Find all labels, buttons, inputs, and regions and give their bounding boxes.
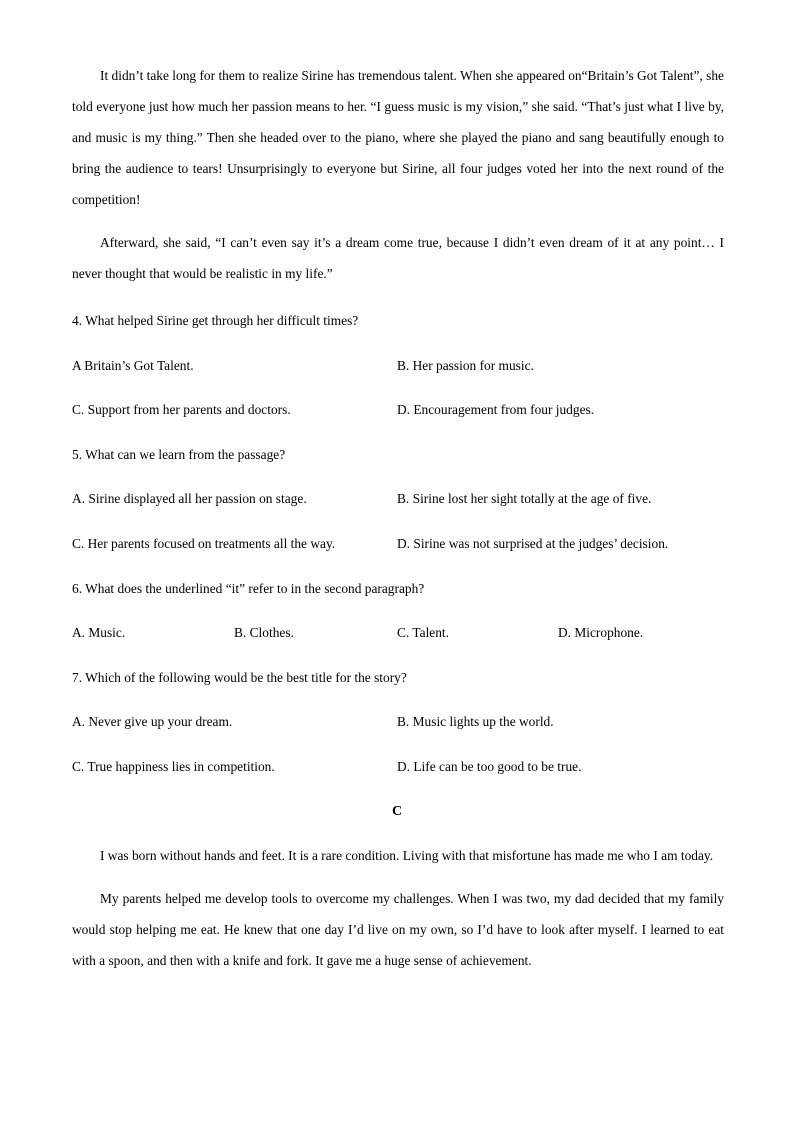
question-6-option-c: C. Talent. xyxy=(397,625,449,640)
question-6-option-a: A. Music. xyxy=(72,625,126,640)
question-5-option-b: B. Sirine lost her sight totally at the age of five. xyxy=(397,491,652,506)
question-7-option-b: B. Music lights up the world. xyxy=(397,714,554,729)
question-6-option-b: B. Clothes. xyxy=(234,625,294,640)
question-4-option-d: D. Encouragement from four judges. xyxy=(397,402,595,417)
passage-b xyxy=(72,60,724,289)
question-4-option-c: C. Support from her parents and doctors. xyxy=(72,402,291,417)
question-7-stem: 7. Which of the following would be the best title for the story? xyxy=(72,670,407,685)
section-c-heading: C xyxy=(391,804,403,819)
passage-paragraph-1: It didn’t take long for them to realize Sirine has tremendous talent. When she appeared on“Britain’s Got Talent”, she told everyone just how much her passion means to her. “I guess music is my vision,” she said. “That’s just what I live by, and music is my thing.” Then she headed over to the piano, where she played the piano and sang beautifully enough to bring the audience to tears! Unsurprisingly to everyone but Sirine, all four judges voted her into the next round of the competition! xyxy=(72,68,724,207)
passage-paragraph-2: Afterward, she said, “I can’t even say it’s a dream come true, because I didn’t even dream of it at any point… I never thought that would be realistic in my life.” xyxy=(72,235,724,281)
question-5-stem: 5. What can we learn from the passage? xyxy=(72,447,286,462)
question-5-option-c: C. Her parents focused on treatments all the way. xyxy=(72,536,336,551)
question-7-option-c: C. True happiness lies in competition. xyxy=(72,759,275,774)
section-c-paragraph-2: My parents helped me develop tools to overcome my challenges. When I was two, my dad decided that my family would stop helping me eat. He knew that one day I’d live on my own, so I’d have to look after myself. I learned to eat with a spoon, and then with a knife and fork. It gave me a huge sense of achievement. xyxy=(72,891,724,968)
question-4-stem: 4. What helped Sirine get through her difficult times? xyxy=(72,313,359,328)
question-4-option-b: B. Her passion for music. xyxy=(397,358,534,373)
section-c-paragraph-1: I was born without hands and feet. It is a rare condition. Living with that misfortune has made me who I am today. xyxy=(100,848,714,863)
question-6-stem: 6. What does the underlined “it” refer to in the second paragraph? xyxy=(72,581,425,596)
question-5-option-d: D. Sirine was not surprised at the judges’ decision. xyxy=(397,536,669,551)
question-7-option-d: D. Life can be too good to be true. xyxy=(397,759,582,774)
section-c xyxy=(72,840,724,976)
question-7-option-a: A. Never give up your dream. xyxy=(72,714,233,729)
question-6-option-d: D. Microphone. xyxy=(558,625,644,640)
question-4-option-a: A Britain’s Got Talent. xyxy=(72,358,194,373)
question-5-option-a: A. Sirine displayed all her passion on stage. xyxy=(72,491,307,506)
